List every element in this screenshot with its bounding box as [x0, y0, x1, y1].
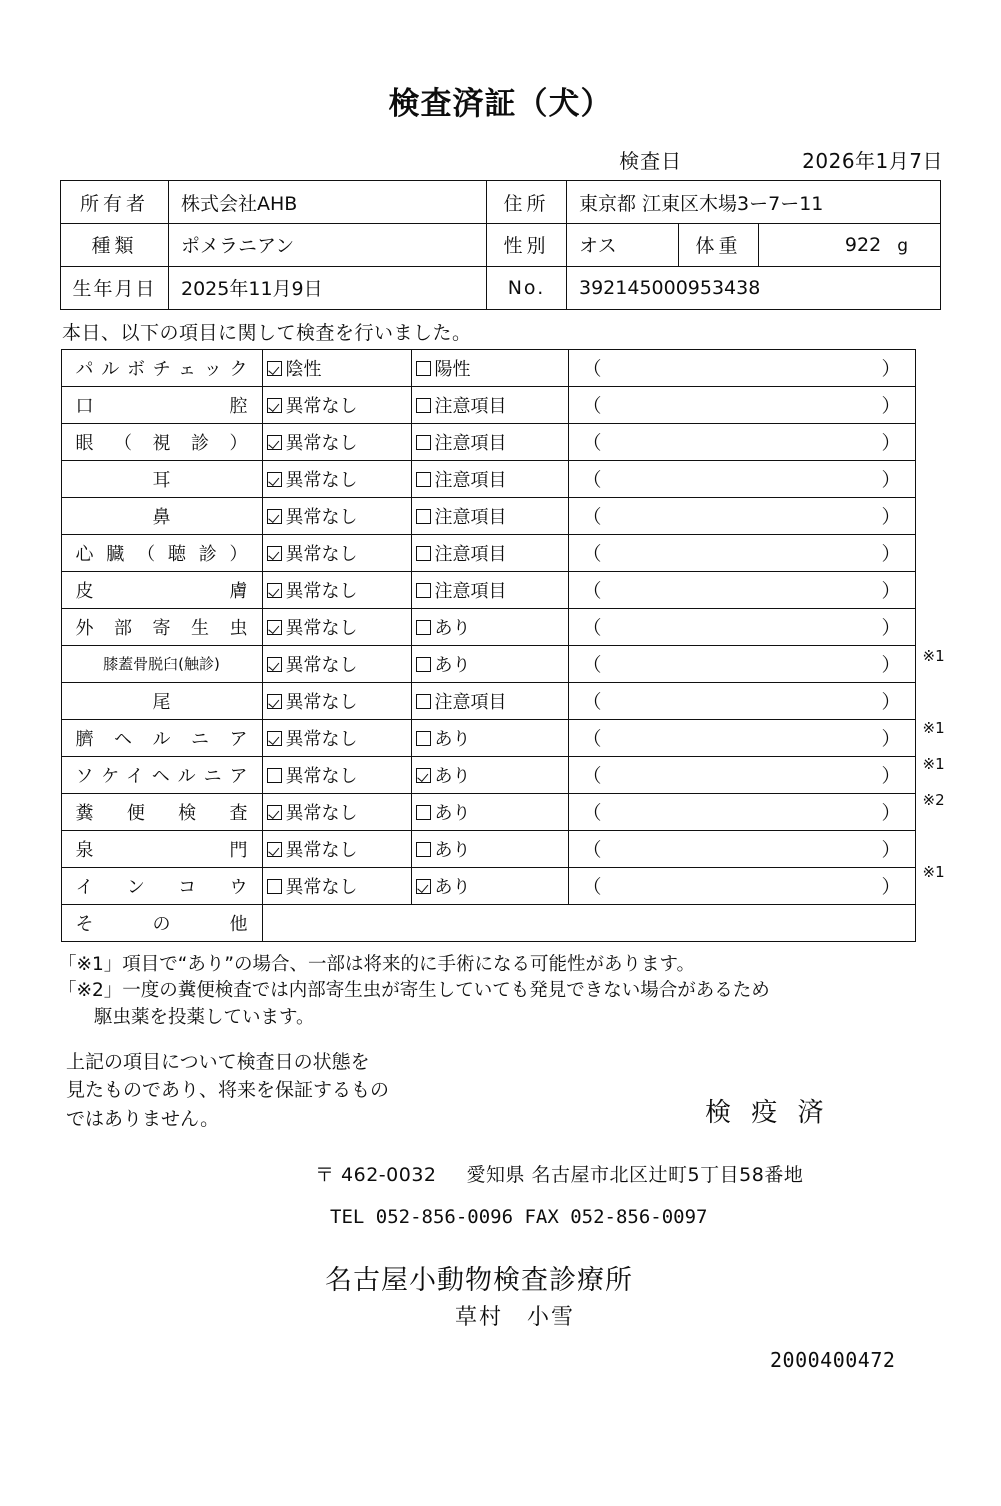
owner-label: 所有者: [61, 181, 169, 224]
item-name: ソケイヘルニア: [61, 756, 262, 793]
item-note-mark: ※1: [922, 862, 945, 881]
item-remark-cell[interactable]: [568, 571, 915, 608]
item-option-opt2[interactable]: [411, 830, 568, 867]
weight-value-cell: [759, 223, 941, 266]
item-remark-cell[interactable]: [568, 830, 915, 867]
item-option-label: 異常なし: [285, 691, 358, 713]
item-remark-cell[interactable]: [568, 349, 915, 386]
item-option-opt1[interactable]: [262, 645, 411, 682]
breed-label: 種類: [61, 223, 169, 266]
table-row: [61, 181, 941, 224]
item-name: 口 腔: [61, 386, 262, 423]
item-option-opt1[interactable]: [262, 349, 411, 386]
item-option-opt1[interactable]: [262, 793, 411, 830]
owner-value: 株式会社AHB: [169, 181, 487, 224]
item-option-label: 注意項目: [434, 543, 507, 565]
clinic-contact: TEL 052-856-0096 FAX 052-856-0097: [330, 1205, 708, 1228]
paren-close: ）: [881, 469, 901, 491]
paren-open: （: [582, 802, 602, 824]
footnote-2: 「※2」一度の糞便検査では内部寄生虫が寄生していても発見できない場合があるため: [58, 980, 770, 1002]
table-row: [61, 386, 915, 423]
paren-close: ）: [881, 358, 901, 380]
item-blank-cell: [262, 904, 915, 941]
item-option-label: 陰性: [285, 358, 322, 380]
weight-value: 922: [844, 233, 882, 256]
sex-label: 性別: [487, 223, 567, 266]
table-row: [61, 460, 915, 497]
item-option-label: あり: [434, 654, 471, 676]
item-note-mark: ※1: [922, 754, 945, 773]
paren-open: （: [582, 728, 602, 750]
item-name: インコウ: [61, 867, 262, 904]
table-row: [61, 645, 915, 682]
certificate-page: [0, 78, 1001, 1506]
item-note-mark: ※1: [922, 646, 945, 665]
item-option-label: 異常なし: [285, 728, 358, 750]
checkbox-checked-icon[interactable]: [267, 546, 282, 561]
birth-value: 2025年11月9日: [169, 266, 487, 309]
item-option-opt1[interactable]: [262, 867, 411, 904]
exam-date-label: 検査日: [619, 149, 683, 173]
item-option-label: 注意項目: [434, 395, 507, 417]
item-option-label: 注意項目: [434, 469, 507, 491]
paren-close: ）: [881, 765, 901, 787]
item-remark-cell[interactable]: [568, 756, 915, 793]
item-option-label: 異常なし: [285, 839, 358, 861]
item-option-opt1[interactable]: [262, 534, 411, 571]
checkbox-checked-icon[interactable]: [267, 620, 282, 635]
item-option-opt2[interactable]: [411, 423, 568, 460]
item-option-opt1[interactable]: [262, 830, 411, 867]
item-option-opt2[interactable]: [411, 756, 568, 793]
item-option-opt1[interactable]: [262, 756, 411, 793]
item-option-opt2[interactable]: [411, 349, 568, 386]
item-name: 臍ヘルニア: [61, 719, 262, 756]
no-value: 392145000953438: [567, 266, 941, 309]
item-name: パルボチェック: [61, 349, 262, 386]
item-option-opt2[interactable]: [411, 793, 568, 830]
paren-open: （: [582, 654, 602, 676]
item-option-opt2[interactable]: [411, 867, 568, 904]
item-remark-cell[interactable]: [568, 534, 915, 571]
item-option-label: 異常なし: [285, 654, 358, 676]
table-row: [61, 867, 915, 904]
checkbox-checked-icon[interactable]: [267, 583, 282, 598]
checkbox-icon[interactable]: [267, 879, 282, 894]
item-option-label: あり: [434, 728, 471, 750]
paren-open: （: [582, 765, 602, 787]
checkbox-icon[interactable]: [416, 435, 431, 450]
item-remark-cell[interactable]: [568, 497, 915, 534]
disclaimer-line-3: ではありません。: [66, 1107, 220, 1130]
item-remark-cell[interactable]: [568, 867, 915, 904]
item-name: 眼（視診）: [61, 423, 262, 460]
sex-value: オス: [567, 223, 679, 266]
item-option-label: 異常なし: [285, 876, 358, 898]
item-option-label: あり: [434, 617, 471, 639]
paren-close: ）: [881, 432, 901, 454]
item-option-opt2[interactable]: [411, 645, 568, 682]
table-row: [61, 534, 915, 571]
item-option-label: 陽性: [434, 358, 471, 380]
birth-label: 生年月日: [61, 266, 169, 309]
item-option-label: 注意項目: [434, 432, 507, 454]
checkbox-icon[interactable]: [416, 694, 431, 709]
paren-open: （: [582, 876, 602, 898]
checkbox-checked-icon[interactable]: [267, 657, 282, 672]
disclaimer: [66, 1048, 389, 1134]
item-option-opt2[interactable]: [411, 386, 568, 423]
item-option-opt1[interactable]: [262, 608, 411, 645]
item-option-label: 異常なし: [285, 506, 358, 528]
paren-open: （: [582, 395, 602, 417]
serial-number: 2000400472: [770, 1347, 896, 1372]
item-name: 皮 膚: [61, 571, 262, 608]
checkbox-icon[interactable]: [416, 842, 431, 857]
table-row: [61, 349, 915, 386]
item-name: 耳: [61, 460, 262, 497]
checkbox-checked-icon[interactable]: [267, 731, 282, 746]
item-option-label: 異常なし: [285, 395, 358, 417]
paren-open: （: [582, 543, 602, 565]
paren-close: ）: [881, 580, 901, 602]
item-remark-cell[interactable]: [568, 386, 915, 423]
paren-close: ）: [881, 617, 901, 639]
table-row: [61, 497, 915, 534]
clinic-name: 名古屋小動物検査診療所: [325, 1264, 633, 1296]
address-text: 愛知県 名古屋市北区辻町5丁目58番地: [466, 1163, 804, 1186]
checkbox-icon[interactable]: [416, 398, 431, 413]
item-option-opt2[interactable]: [411, 571, 568, 608]
paren-close: ）: [881, 802, 901, 824]
checkbox-icon[interactable]: [416, 731, 431, 746]
item-option-opt2[interactable]: [411, 497, 568, 534]
item-option-opt2[interactable]: [411, 534, 568, 571]
checkbox-icon[interactable]: [416, 509, 431, 524]
paren-open: （: [582, 617, 602, 639]
item-name: 泉 門: [61, 830, 262, 867]
item-remark-cell[interactable]: [568, 645, 915, 682]
item-name: 膝蓋骨脱臼(触診): [61, 645, 262, 682]
table-row: [61, 571, 915, 608]
item-option-opt1[interactable]: [262, 571, 411, 608]
table-row: [61, 266, 941, 309]
item-option-opt2[interactable]: [411, 682, 568, 719]
item-option-label: 注意項目: [434, 506, 507, 528]
disclaimer-line-1: 上記の項目について検査日の状態を: [66, 1050, 370, 1073]
checkbox-icon[interactable]: [416, 472, 431, 487]
item-option-label: あり: [434, 765, 471, 787]
address-label: 住所: [487, 181, 567, 224]
table-row: [61, 904, 915, 941]
checkbox-checked-icon[interactable]: [416, 768, 431, 783]
breed-value: ポメラニアン: [169, 223, 487, 266]
footnote-1: 「※1」項目で“あり”の場合、一部は将来的に手術になる可能性があります。: [58, 953, 695, 975]
owner-info-table: [60, 180, 941, 224]
checkbox-icon[interactable]: [416, 620, 431, 635]
clinic-address: [315, 1160, 803, 1187]
paren-close: ）: [881, 839, 901, 861]
item-remark-cell[interactable]: [568, 423, 915, 460]
item-name: 尾: [61, 682, 262, 719]
item-name: 糞便検査: [61, 793, 262, 830]
item-option-opt1[interactable]: [262, 460, 411, 497]
checkbox-checked-icon[interactable]: [267, 694, 282, 709]
item-remark-cell[interactable]: [568, 608, 915, 645]
checkbox-checked-icon[interactable]: [267, 472, 282, 487]
table-row: [61, 719, 915, 756]
checkbox-icon[interactable]: [416, 805, 431, 820]
item-remark-cell[interactable]: [568, 460, 915, 497]
table-row: [61, 830, 915, 867]
item-option-opt2[interactable]: [411, 608, 568, 645]
item-option-opt1[interactable]: [262, 386, 411, 423]
exam-date-value: 2026年1月7日: [802, 149, 943, 173]
page-title: 検査済証（犬）: [388, 86, 613, 122]
disclaimer-line-2: 見たものであり、将来を保証するもの: [66, 1079, 390, 1102]
animal-info-table: [60, 223, 941, 310]
checkbox-checked-icon[interactable]: [267, 509, 282, 524]
table-row: [61, 682, 915, 719]
item-name: そ の 他: [61, 904, 262, 941]
item-name: 心臓（聴診）: [61, 534, 262, 571]
checkbox-icon[interactable]: [416, 546, 431, 561]
inspection-items-wrap: [61, 349, 945, 942]
paren-open: （: [582, 469, 602, 491]
no-label: No.: [487, 266, 567, 309]
item-option-opt1[interactable]: [262, 497, 411, 534]
item-remark-cell[interactable]: [568, 719, 915, 756]
paren-open: （: [582, 432, 602, 454]
paren-close: ）: [881, 728, 901, 750]
paren-close: ）: [881, 543, 901, 565]
quarantine-stamp: 検 疫 済: [705, 1097, 830, 1128]
item-remark-cell[interactable]: [568, 793, 915, 830]
checkbox-icon[interactable]: [416, 361, 431, 376]
item-note-mark: ※2: [922, 790, 945, 809]
table-row: [61, 608, 915, 645]
footnotes: [58, 952, 1001, 1032]
paren-close: ）: [881, 395, 901, 417]
item-note-mark: ※1: [922, 718, 945, 737]
footnote-2b: 駆虫薬を投薬しています。: [94, 1007, 315, 1029]
paren-open: （: [582, 691, 602, 713]
item-option-label: あり: [434, 876, 471, 898]
item-option-opt1[interactable]: [262, 682, 411, 719]
paren-close: ）: [881, 506, 901, 528]
item-option-label: 異常なし: [285, 432, 358, 454]
footer-area: [0, 1048, 1001, 1378]
weight-label: 体重: [679, 223, 759, 266]
weight-unit: g: [897, 235, 908, 256]
item-option-label: 異常なし: [285, 580, 358, 602]
item-option-label: 注意項目: [434, 691, 507, 713]
item-name: 鼻: [61, 497, 262, 534]
paren-open: （: [582, 580, 602, 602]
item-option-label: あり: [434, 839, 471, 861]
postal-code: 〒 462-0032: [315, 1163, 437, 1186]
item-option-label: 注意項目: [434, 580, 507, 602]
inspection-items-table: [61, 349, 916, 942]
item-option-label: 異常なし: [285, 617, 358, 639]
checkbox-checked-icon[interactable]: [267, 842, 282, 857]
paren-close: ）: [881, 876, 901, 898]
checkbox-checked-icon[interactable]: [267, 805, 282, 820]
signer-name: 草村 小雪: [455, 1304, 576, 1330]
checkbox-icon[interactable]: [267, 768, 282, 783]
item-option-label: 異常なし: [285, 469, 358, 491]
exam-date-line: [0, 145, 943, 174]
item-option-opt1[interactable]: [262, 423, 411, 460]
checkbox-checked-icon[interactable]: [267, 435, 282, 450]
item-option-label: 異常なし: [285, 802, 358, 824]
table-row: [61, 423, 915, 460]
item-option-opt1[interactable]: [262, 719, 411, 756]
table-row: [61, 223, 941, 266]
item-remark-cell[interactable]: [568, 682, 915, 719]
checkbox-checked-icon[interactable]: [267, 361, 282, 376]
checkbox-checked-icon[interactable]: [416, 879, 431, 894]
paren-open: （: [582, 506, 602, 528]
address-value: 東京都 江東区木場3ー7ー11: [567, 181, 941, 224]
checkbox-icon[interactable]: [416, 583, 431, 598]
table-row: [61, 793, 915, 830]
paren-close: ）: [881, 654, 901, 676]
checkbox-icon[interactable]: [416, 657, 431, 672]
item-option-opt2[interactable]: [411, 460, 568, 497]
paren-open: （: [582, 358, 602, 380]
item-name: 外部寄生虫: [61, 608, 262, 645]
item-option-label: 異常なし: [285, 543, 358, 565]
paren-close: ）: [881, 691, 901, 713]
leadin-text: 本日、以下の項目に関して検査を行いました。: [62, 321, 472, 344]
item-option-opt2[interactable]: [411, 719, 568, 756]
table-row: [61, 756, 915, 793]
paren-open: （: [582, 839, 602, 861]
item-option-label: あり: [434, 802, 471, 824]
item-option-label: 異常なし: [285, 765, 358, 787]
checkbox-checked-icon[interactable]: [267, 398, 282, 413]
